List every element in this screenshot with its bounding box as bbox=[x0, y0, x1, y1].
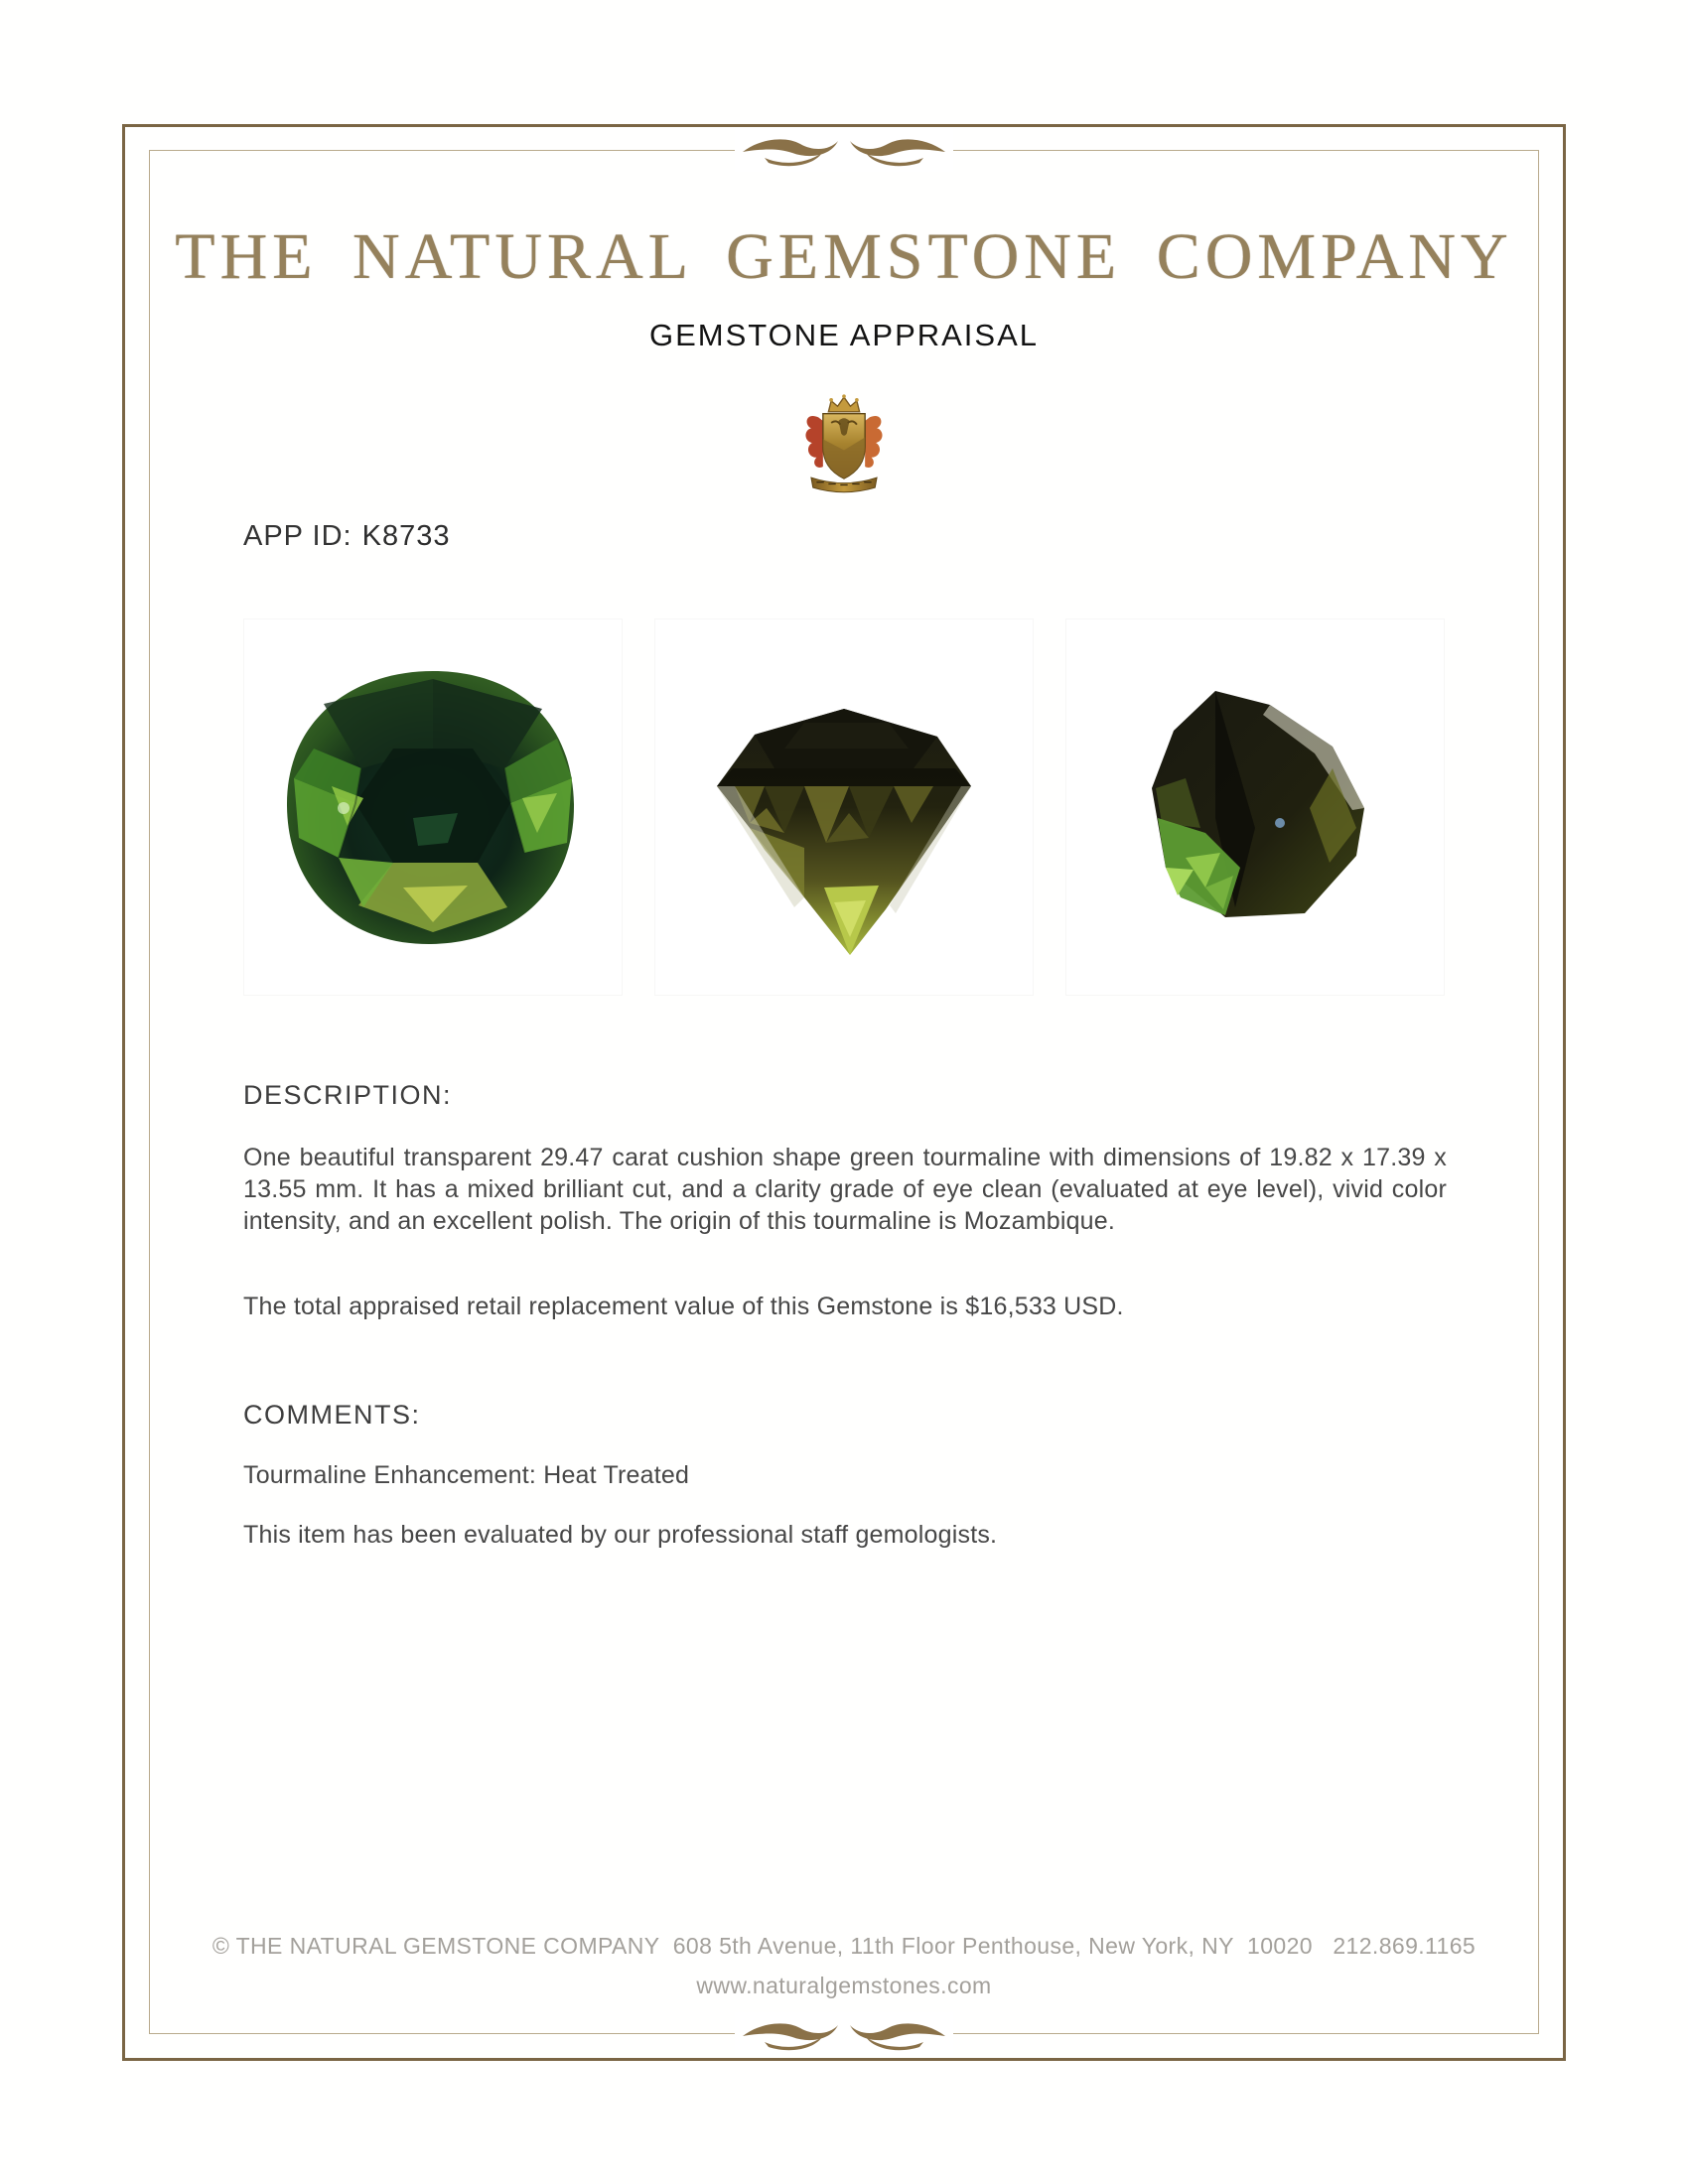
description-heading: DESCRIPTION: bbox=[243, 1080, 453, 1110]
gem-photo-profile-view bbox=[655, 619, 1033, 995]
comment-evaluation: This item has been evaluated by our professional staff gemologists. bbox=[243, 1521, 998, 1549]
gem-profile-view-image bbox=[655, 619, 1033, 995]
comments-heading: COMMENTS: bbox=[243, 1400, 421, 1430]
description-body: One beautiful transparent 29.47 carat cushion shape green tourmaline with dimensions of 19.82 x 17.39 x 13.55 mm. It has a mixed brilliant cut, and a clarity grade of eye clean (evaluated at eye level), vivid color intensity, and an excellent polish. The origin of this tourmaline is Mozambique. bbox=[243, 1144, 1447, 1235]
heraldic-crest-icon bbox=[798, 391, 890, 496]
gem-face-view-image bbox=[244, 619, 622, 995]
swirl-divider-icon bbox=[735, 128, 953, 172]
comment-enhancement: Tourmaline Enhancement: Heat Treated bbox=[243, 1461, 690, 1489]
app-id-value: K8733 bbox=[361, 520, 451, 552]
company-name: THE NATURAL GEMSTONE COMPANY bbox=[175, 220, 1513, 293]
document-type-title: GEMSTONE APPRAISAL bbox=[648, 318, 1040, 352]
gem-photo-face-view bbox=[244, 619, 622, 995]
app-id bbox=[243, 520, 450, 553]
swirl-divider-icon bbox=[735, 2012, 953, 2056]
appraised-value-line: The total appraised retail replacement value of this Gemstone is $16,533 USD. bbox=[243, 1293, 1124, 1320]
footer-address: © THE NATURAL GEMSTONE COMPANY 608 5th Avenue, 11th Floor Penthouse, New York, NY 10020 212.869.1165 bbox=[211, 1933, 1477, 1959]
footer-website: www.naturalgemstones.com bbox=[696, 1973, 992, 1998]
footer bbox=[0, 1926, 1688, 2005]
gem-tilted-view-image bbox=[1066, 619, 1444, 995]
gem-photo-row bbox=[244, 619, 1444, 995]
app-id-label: APP ID: bbox=[243, 520, 352, 552]
gem-photo-tilted-view bbox=[1066, 619, 1444, 995]
